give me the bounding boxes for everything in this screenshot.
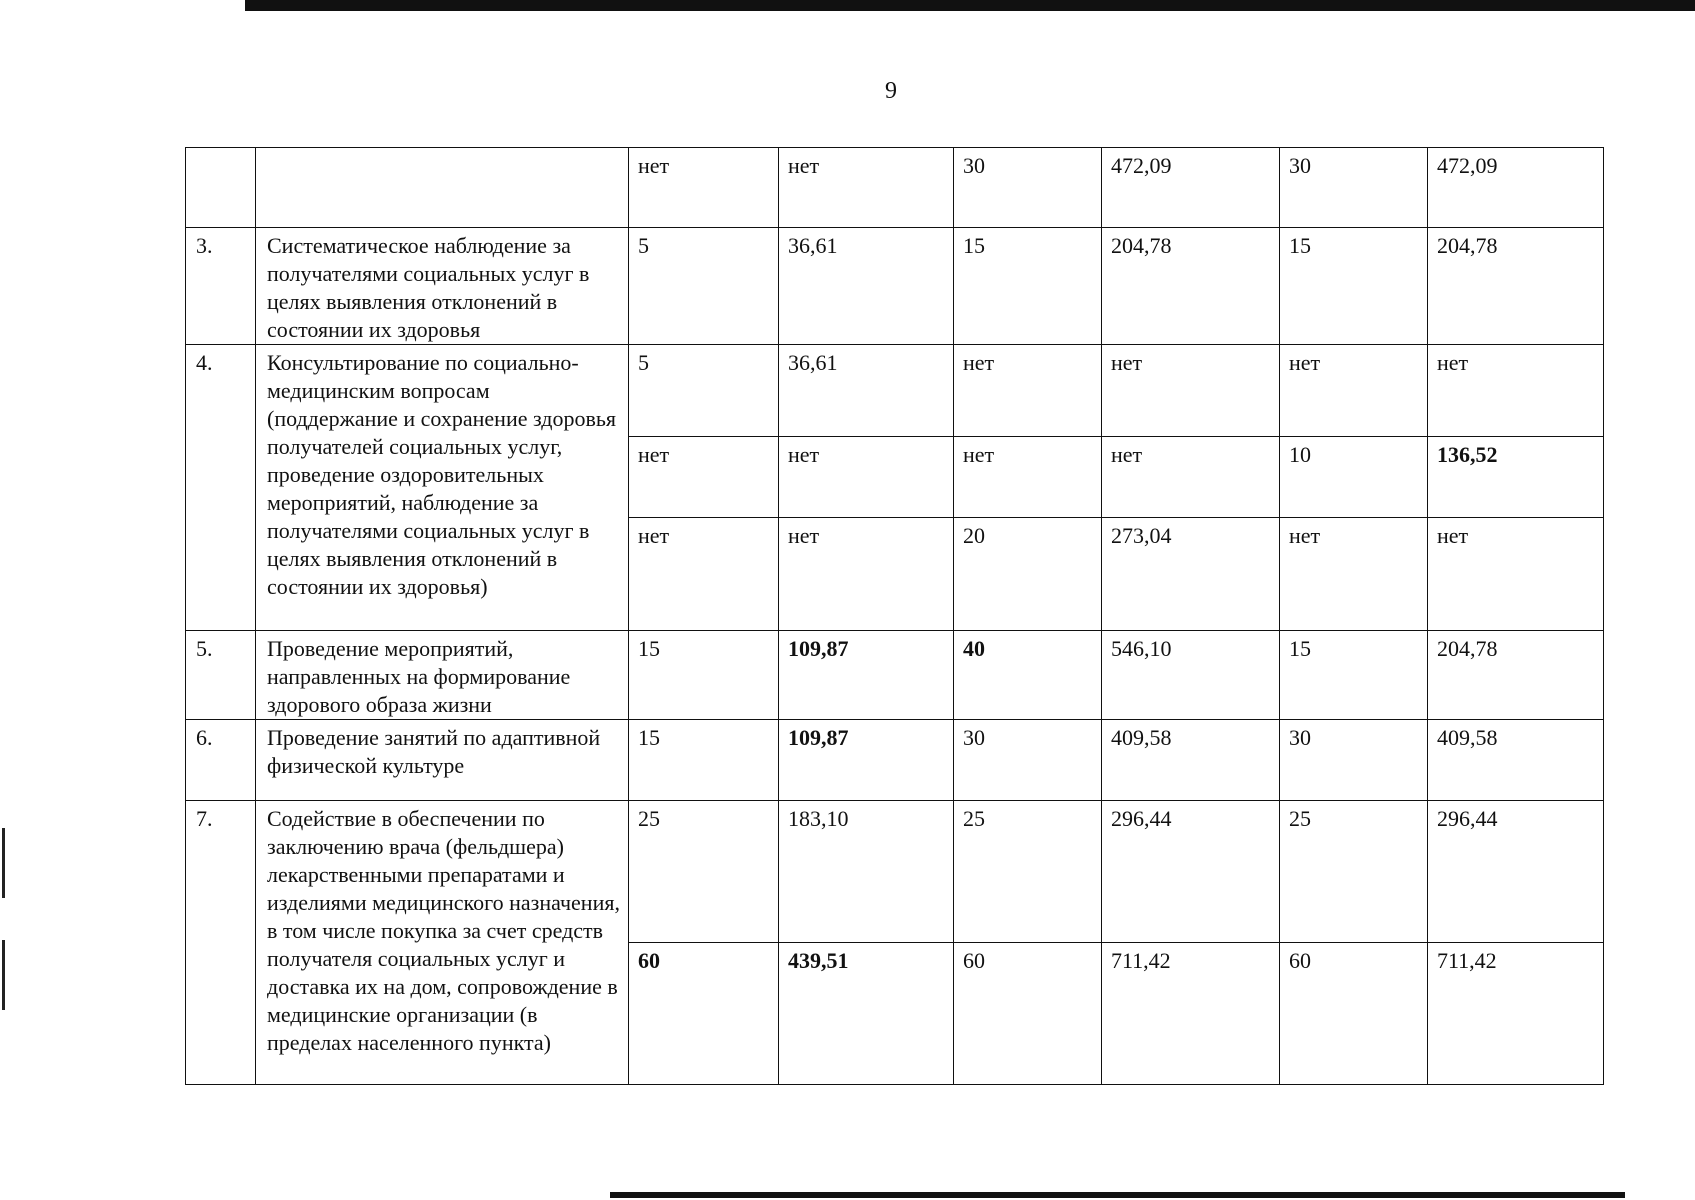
table-row-6 bbox=[186, 720, 1604, 801]
cell-value: нет bbox=[779, 518, 954, 631]
cell-number bbox=[186, 148, 256, 228]
cell-value: 40 bbox=[954, 631, 1102, 720]
cell-value: 15 bbox=[629, 631, 779, 720]
cell-description: Содействие в обеспечении по заключению врача (фельдшера) лекарственными препаратами и изделиями медицинского назначения, в том числе покупка за счет средств получателя социальных услуг и доставка их на дом, сопровождение в медицинские организации (в пределах населенного пункта) bbox=[256, 801, 629, 1085]
cell-value: нет bbox=[1280, 518, 1428, 631]
cell-value: 15 bbox=[1280, 228, 1428, 345]
cell-value: нет bbox=[629, 148, 779, 228]
cell-value: нет bbox=[954, 345, 1102, 437]
table-row-7 bbox=[186, 801, 1604, 943]
cell-value: 25 bbox=[1280, 801, 1428, 943]
cell-value: 60 bbox=[629, 943, 779, 1085]
cell-value: 15 bbox=[954, 228, 1102, 345]
table-row-5 bbox=[186, 631, 1604, 720]
cell-value: 204,78 bbox=[1102, 228, 1280, 345]
cell-value: 409,58 bbox=[1102, 720, 1280, 801]
cell-number: 4. bbox=[186, 345, 256, 631]
cell-value: 109,87 bbox=[779, 720, 954, 801]
cell-value: 60 bbox=[954, 943, 1102, 1085]
scan-border-bottom bbox=[610, 1192, 1625, 1198]
cell-value: 15 bbox=[629, 720, 779, 801]
cell-value: 273,04 bbox=[1102, 518, 1280, 631]
cell-description: Проведение занятий по адаптивной физической культуре bbox=[256, 720, 629, 801]
table-row-3 bbox=[186, 228, 1604, 345]
cell-number: 7. bbox=[186, 801, 256, 1085]
cell-value: 30 bbox=[1280, 720, 1428, 801]
cell-value: нет bbox=[954, 437, 1102, 518]
cell-value: 30 bbox=[954, 148, 1102, 228]
cell-value: 5 bbox=[629, 345, 779, 437]
cell-value: 30 bbox=[1280, 148, 1428, 228]
cell-value: нет bbox=[629, 518, 779, 631]
cell-value: нет bbox=[629, 437, 779, 518]
cell-value: 296,44 bbox=[1102, 801, 1280, 943]
table-row-4 bbox=[186, 345, 1604, 437]
cell-value: 30 bbox=[954, 720, 1102, 801]
cell-value: 20 bbox=[954, 518, 1102, 631]
cell-description: Консультирование по социально-медицинским вопросам (поддержание и сохранение здоровья получателей социальных услуг, проведение оздоровительных мероприятий, наблюдение за получателями социальных услуг в целях выявления отклонений в состоянии их здоровья) bbox=[256, 345, 629, 631]
cell-value: 60 bbox=[1280, 943, 1428, 1085]
cell-value: 296,44 bbox=[1428, 801, 1604, 943]
cell-value: 439,51 bbox=[779, 943, 954, 1085]
cell-value: 711,42 bbox=[1428, 943, 1604, 1085]
cell-description: Проведение мероприятий, направленных на формирование здорового образа жизни bbox=[256, 631, 629, 720]
cell-number: 5. bbox=[186, 631, 256, 720]
cell-value: 25 bbox=[629, 801, 779, 943]
cell-description: Систематическое наблюдение за получателями социальных услуг в целях выявления отклонений в состоянии их здоровья bbox=[256, 228, 629, 345]
scan-mark-left bbox=[2, 828, 5, 898]
page-number: 9 bbox=[885, 78, 897, 104]
cell-number: 3. bbox=[186, 228, 256, 345]
cell-value: нет bbox=[1428, 518, 1604, 631]
cell-value: 409,58 bbox=[1428, 720, 1604, 801]
cell-value: 472,09 bbox=[1102, 148, 1280, 228]
cell-value: нет bbox=[1280, 345, 1428, 437]
cell-value: нет bbox=[1102, 437, 1280, 518]
cell-value: 711,42 bbox=[1102, 943, 1280, 1085]
cell-value: 183,10 bbox=[779, 801, 954, 943]
cell-number: 6. bbox=[186, 720, 256, 801]
cell-value: 10 bbox=[1280, 437, 1428, 518]
cell-value: нет bbox=[1428, 345, 1604, 437]
table-row-continuation bbox=[186, 148, 1604, 228]
scan-mark-left bbox=[2, 940, 5, 1010]
cell-value: нет bbox=[779, 437, 954, 518]
cell-value: 36,61 bbox=[779, 345, 954, 437]
cell-value: 25 bbox=[954, 801, 1102, 943]
cell-value: 204,78 bbox=[1428, 631, 1604, 720]
cell-value: нет bbox=[1102, 345, 1280, 437]
cell-value: 5 bbox=[629, 228, 779, 345]
cell-value: 546,10 bbox=[1102, 631, 1280, 720]
cell-value: 109,87 bbox=[779, 631, 954, 720]
scan-border-top bbox=[245, 0, 1695, 11]
cell-value: нет bbox=[779, 148, 954, 228]
cell-description bbox=[256, 148, 629, 228]
cell-value: 204,78 bbox=[1428, 228, 1604, 345]
cell-value: 136,52 bbox=[1428, 437, 1604, 518]
cell-value: 15 bbox=[1280, 631, 1428, 720]
cell-value: 472,09 bbox=[1428, 148, 1604, 228]
services-table bbox=[185, 147, 1604, 1085]
cell-value: 36,61 bbox=[779, 228, 954, 345]
